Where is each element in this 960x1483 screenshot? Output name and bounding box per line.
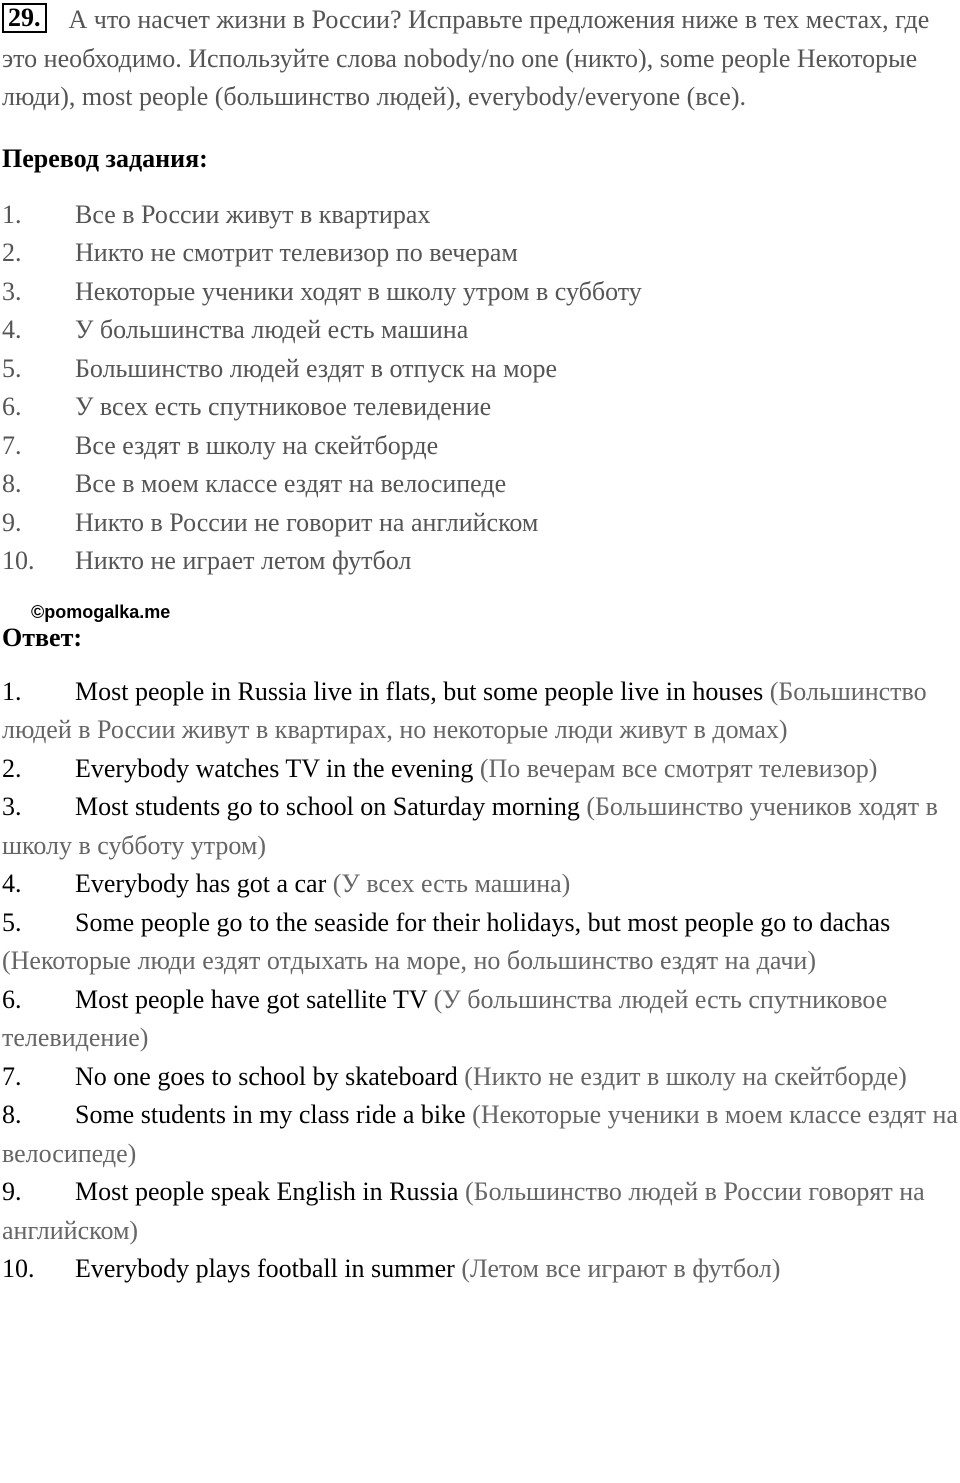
answer-list xyxy=(2,673,960,1289)
item-text: Большинство людей ездят в отпуск на море xyxy=(75,353,558,383)
item-text: Некоторые ученики ходят в школу утром в субботу xyxy=(75,276,642,306)
item-number: 2. xyxy=(2,753,22,783)
item-number: 1. xyxy=(2,676,22,706)
answer-russian: (Большинство людей в России говорят на английском) xyxy=(2,1177,925,1245)
list-item xyxy=(2,1096,960,1173)
answer-english: No one goes to school by skateboard xyxy=(75,1061,458,1091)
answer-english: Some students in my class ride a bike xyxy=(75,1100,466,1129)
translation-list xyxy=(2,196,960,581)
item-number: 8. xyxy=(2,1100,22,1129)
task-text: А что насчет жизни в России? Исправьте предложения ниже в тех местах, где это необходимо. Используйте слова nobody/no one (никто), some people Некоторые люди), most people (большинство людей), everybody/everyone (все). xyxy=(2,5,930,111)
answer-english: Everybody plays football in summer xyxy=(75,1254,455,1283)
item-text: У большинства людей есть машина xyxy=(75,315,469,344)
list-item xyxy=(2,504,960,543)
item-number: 10. xyxy=(2,546,35,575)
item-number: 9. xyxy=(2,507,22,537)
item-text: Все в России живут в квартирах xyxy=(75,199,431,229)
list-item xyxy=(2,750,960,789)
item-text: Никто не играет летом футбол xyxy=(75,546,412,575)
item-text: У всех есть спутниковое телевидение xyxy=(75,392,492,421)
item-number: 8. xyxy=(2,469,22,498)
item-number: 2. xyxy=(2,238,22,267)
list-item xyxy=(2,350,960,389)
answer-russian: (Некоторые люди ездят отдыхать на море, но большинство ездят на дачи) xyxy=(2,946,816,975)
answer-russian: (Никто не ездит в школу на скейтборде) xyxy=(464,1061,907,1091)
list-item xyxy=(2,273,960,312)
answer-russian: (Большинство людей в России живут в квартирах, но некоторые люди живут в домах) xyxy=(2,676,927,744)
item-number: 5. xyxy=(2,353,22,383)
answer-russian: (Большинство учеников ходят в школу в субботу утром) xyxy=(2,792,938,860)
list-item xyxy=(2,1058,960,1097)
list-item xyxy=(2,1250,960,1289)
item-text: Все ездят в школу на скейтборде xyxy=(75,430,439,460)
item-number: 6. xyxy=(2,392,22,421)
answer-russian: (У всех есть машина) xyxy=(332,869,571,898)
item-number: 7. xyxy=(2,1061,22,1091)
list-item xyxy=(2,1173,960,1250)
answer-english: Everybody has got a car xyxy=(75,869,327,898)
document-page xyxy=(2,0,960,1289)
list-item xyxy=(2,465,960,504)
item-number: 3. xyxy=(2,276,22,306)
list-item xyxy=(2,311,960,350)
list-item xyxy=(2,904,960,981)
answer-russian: (По вечерам все смотрят телевизор) xyxy=(479,753,878,783)
item-text: Никто не смотрит телевизор по вечерам xyxy=(75,238,518,267)
translation-heading: Перевод задания: xyxy=(2,143,208,173)
answer-heading: Ответ: xyxy=(2,622,83,652)
list-item xyxy=(2,234,960,273)
list-item xyxy=(2,788,960,865)
item-number: 3. xyxy=(2,792,22,821)
task-statement xyxy=(2,1,960,117)
item-number: 1. xyxy=(2,199,22,229)
item-number: 9. xyxy=(2,1177,22,1206)
item-number: 10. xyxy=(2,1254,35,1283)
list-item xyxy=(2,673,960,750)
list-item xyxy=(2,865,960,904)
answer-english: Most people in Russia live in flats, but some people live in houses xyxy=(75,676,764,706)
item-text: Никто в России не говорит на английском xyxy=(75,507,539,537)
watermark: ©pomogalka.me xyxy=(31,601,171,622)
task-number: 29. xyxy=(2,3,47,33)
item-number: 7. xyxy=(2,430,22,460)
item-text: Все в моем классе ездят на велосипеде xyxy=(75,469,507,498)
list-item xyxy=(2,542,960,581)
item-number: 4. xyxy=(2,869,22,898)
answer-russian: (Летом все играют в футбол) xyxy=(461,1254,781,1283)
item-number: 5. xyxy=(2,907,22,937)
item-number: 6. xyxy=(2,984,22,1014)
list-item xyxy=(2,981,960,1058)
list-item xyxy=(2,388,960,427)
answer-english: Most people speak English in Russia xyxy=(75,1177,459,1206)
answer-russian: (У большинства людей есть спутниковое телевидение) xyxy=(2,984,888,1052)
answer-english: Most students go to school on Saturday morning xyxy=(75,792,580,821)
list-item xyxy=(2,427,960,466)
answer-english: Some people go to the seaside for their holidays, but most people go to dachas xyxy=(75,907,891,937)
answer-russian: (Некоторые ученики в моем классе ездят на велосипеде) xyxy=(2,1100,958,1168)
list-item xyxy=(2,196,960,235)
item-number: 4. xyxy=(2,315,22,344)
answer-english: Most people have got satellite TV xyxy=(75,984,428,1014)
answer-english: Everybody watches TV in the evening xyxy=(75,753,474,783)
